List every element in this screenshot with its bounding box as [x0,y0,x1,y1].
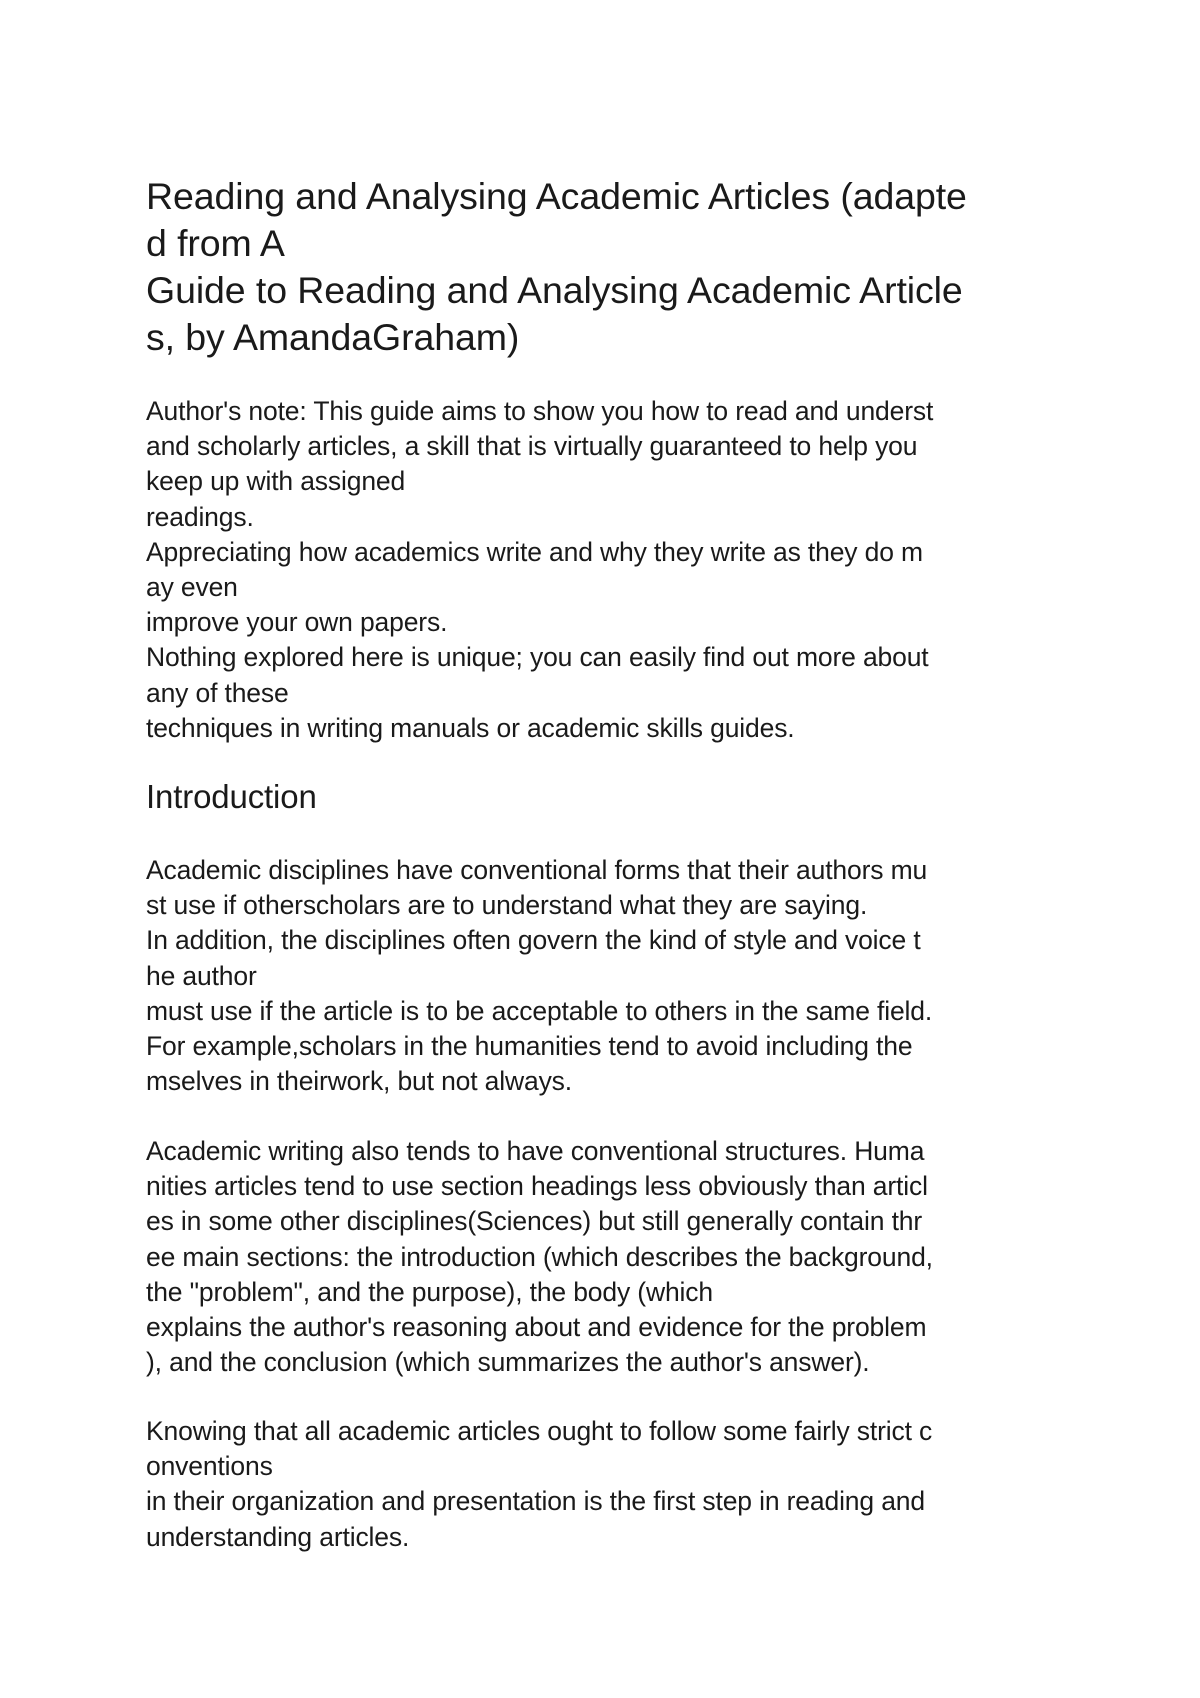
title-line: Guide to Reading and Analysing Academic Article [146,269,963,311]
section-heading [146,777,317,817]
text-line: he author [146,960,257,991]
text-line: understanding articles. [146,1521,410,1552]
paragraph [146,1134,933,1380]
document-title [146,173,967,361]
title-line: Reading and Analysing Academic Articles (adapte [146,175,967,217]
text-line: For example,scholars in the humanities tend to avoid including the [146,1031,913,1062]
paragraph [146,853,932,1099]
title-line: d from A [146,222,285,264]
text-line: ), and the conclusion (which summarizes the author's answer). [146,1347,870,1378]
text-line: Nothing explored here is unique; you can easily find out more about [146,642,929,673]
text-line: must use if the article is to be acceptable to others in the same field. [146,995,933,1026]
text-line: es in some other disciplines(Sciences) but still generally contain thr [146,1206,923,1237]
paragraph [146,1414,932,1555]
text-line: Academic writing also tends to have conventional structures. Huma [146,1136,925,1166]
text-line: ay even [146,572,238,603]
authors-note [146,394,933,746]
text-line: improve your own papers. [146,607,448,638]
text-line: onventions [146,1451,273,1482]
text-line: Appreciating how academics write and why they write as they do m [146,536,923,567]
heading-text: Introduction [146,778,317,815]
text-line: ee main sections: the introduction (which describes the background, [146,1241,933,1272]
text-line: and scholarly articles, a skill that is virtually guaranteed to help you [146,431,918,462]
text-line: explains the author's reasoning about and evidence for the problem [146,1312,927,1343]
text-line: any of these [146,677,289,708]
text-line: techniques in writing manuals or academic skills guides. [146,712,795,743]
text-line: mselves in theirwork, but not always. [146,1066,572,1097]
text-line: in their organization and presentation is the first step in reading and [146,1486,925,1517]
text-line: readings. [146,501,254,532]
title-line: s, by AmandaGraham) [146,316,520,358]
text-line: the "problem", and the purpose), the body (which [146,1276,713,1307]
text-line: Knowing that all academic articles ought to follow some fairly strict c [146,1416,933,1446]
text-line: keep up with assigned [146,466,406,497]
text-line: nities articles tend to use section headings less obviously than articl [146,1171,928,1202]
text-line: st use if otherscholars are to understand what they are saying. [146,890,868,921]
text-line: Author's note: This guide aims to show you how to read and underst [146,396,934,426]
text-line: Academic disciplines have conventional forms that their authors mu [146,855,928,885]
text-line: In addition, the disciplines often govern the kind of style and voice t [146,925,921,956]
